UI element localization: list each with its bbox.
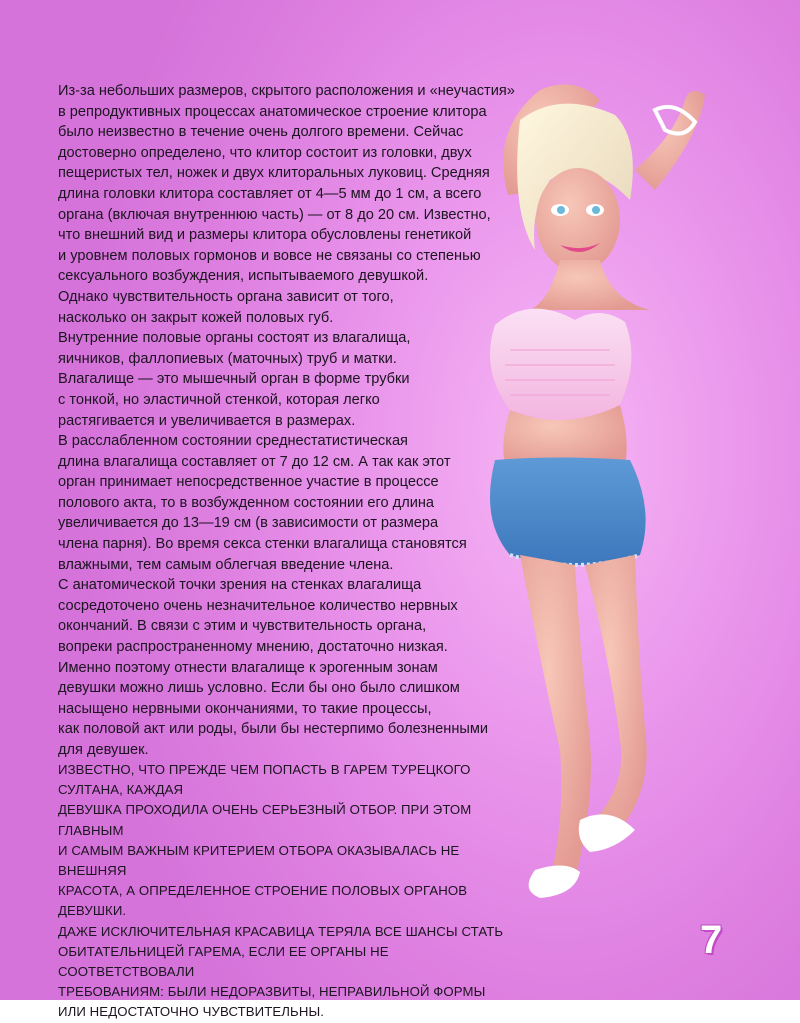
page-number: 7 [700,918,723,962]
main-article-text: Из-за небольших размеров, скрытого расположения и «неучастия» в репродуктивных процессах анатомическое строение клитора было неизвестно в течение очень долгого времени. Сейчас достоверно определено, что клитор состоит из головки, двух пещеристых тел, ножек и двух клиторальных луковиц. Средняя длина головки клитора составляет от 4—5 мм до 1 см, а всего органа (включая внутреннюю часть) — от 8 до 20 см. Известно, что внешний вид и размеры клитора обусловлены генетикой и уровнем половых гормонов и вовсе не связаны со степенью сексуального возбуждения, испытываемого девушкой. Однако чувствительность органа зависит от того, насколько он закрыт кожей половых губ. Внутренние половые органы состоят из влагалища, яичников, фаллопиевых (маточных) труб и матки. Влагалище — это мышечный орган в форме трубки с тонкой, но эластичной стенкой, которая легко растягивается и увеличивается в размерах. В расслабленном состоянии среднестатистическая длина влагалища составляет от 7 до 12 см. А так как этот орган принимает непосредственное участие в процессе полового акта, то в возбужденном состоянии его длина увеличивается до 13—19 см (в зависимости от размера члена парня). Во время секса стенки влагалища становятся влажными, тем самым облегчая введение члена. С анатомической точки зрения на стенках влагалища сосредоточено очень незначительное количество нервных окончаний. В связи с этим и чувствительность органа, вопреки распространенному мнению, достаточно низкая. Именно поэтому отнести влагалище к эрогенным зонам девушки можно лишь условно. Если бы оно было слишком насыщено нервными окончаниями, то такие процессы, как половой акт или роды, были бы нестерпимо болезненными для девушек. [58,83,515,758]
sidebar-fact-text: ИЗВЕСТНО, ЧТО ПРЕЖДЕ ЧЕМ ПОПАСТЬ В ГАРЕМ ТУРЕЦКОГО СУЛТАНА, КАЖДАЯ ДЕВУШКА ПРОХОДИЛА ОЧЕНЬ СЕРЬЕЗНЫЙ ОТБОР. ПРИ ЭТОМ ГЛАВНЫМ И САМЫМ ВАЖНЫМ КРИТЕРИЕМ ОТБОРА ОКАЗЫВАЛАСЬ НЕ ВНЕШНЯЯ КРАСОТА, А ОПРЕДЕЛЕННОЕ СТРОЕНИЕ ПОЛОВЫХ ОРГАНОВ ДЕВУШКИ. ДАЖЕ ИСКЛЮЧИТЕЛЬНАЯ КРАСАВИЦА ТЕРЯЛА ВСЕ ШАНСЫ СТАТЬ ОБИТАТЕЛЬНИЦЕЙ ГАРЕМА, ЕСЛИ ЕЕ ОРГАНЫ НЕ СООТВЕТСТВОВАЛИ ТРЕБОВАНИЯМ: БЫЛИ НЕДОРАЗВИТЫ, НЕПРАВИЛЬНОЙ ФОРМЫ ИЛИ НЕДОСТАТОЧНО ЧУВСТВИТЕЛЬНЫ. [58,762,504,1020]
